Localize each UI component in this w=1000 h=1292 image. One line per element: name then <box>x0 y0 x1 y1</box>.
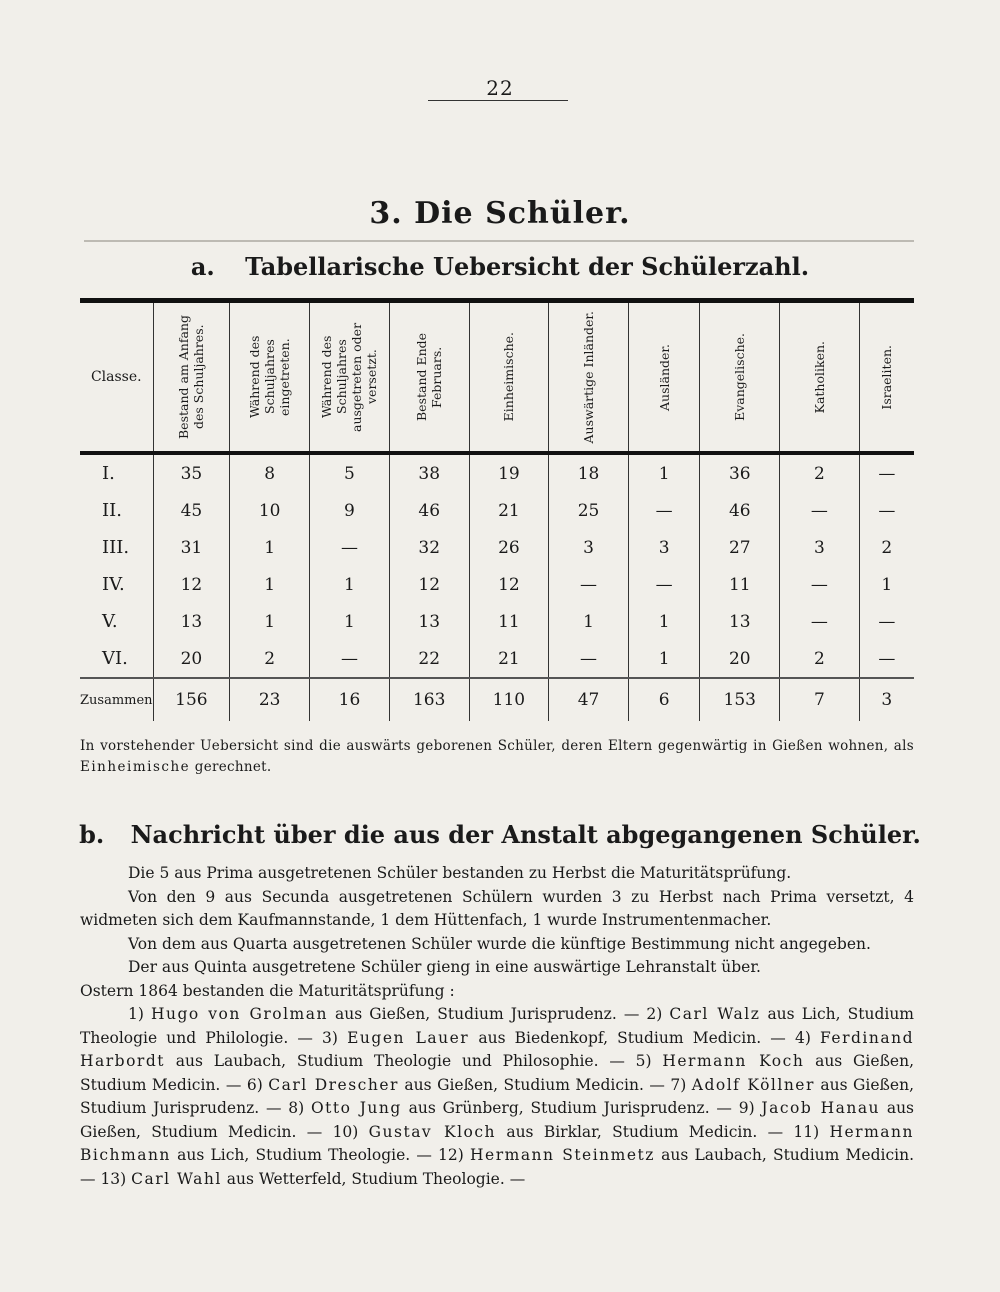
graduate-study: Studium Theologie. <box>351 1169 505 1188</box>
graduate-entry <box>333 1123 758 1141</box>
graduate-entry <box>288 1099 709 1117</box>
table-cell: 3 <box>628 529 700 566</box>
graduate-name: Ferdinand Harbordt <box>80 1028 914 1070</box>
table-cell: 21 <box>469 640 549 678</box>
table-cell: 11 <box>469 603 549 640</box>
column-header <box>80 301 153 454</box>
table-total-row <box>80 678 914 721</box>
table-cell: 23 <box>230 678 310 721</box>
table-header-row <box>80 301 914 454</box>
table-cell: 1 <box>230 603 310 640</box>
graduate-name: Hermann Bichmann <box>80 1122 914 1164</box>
graduate-name: Eugen Lauer <box>347 1028 470 1047</box>
table-cell: 163 <box>389 678 469 721</box>
column-header-label: Israeliten. <box>879 344 895 410</box>
table-cell: 16 <box>310 678 390 721</box>
table-heading-letter: a. <box>190 252 215 281</box>
graduate-origin: aus Laubach, <box>654 1146 773 1164</box>
table-cell: 11 <box>700 566 780 603</box>
table-cell: 36 <box>700 453 780 492</box>
graduate-study: Studium Medicin. <box>503 1075 644 1094</box>
table-cell: 13 <box>389 603 469 640</box>
graduate-number: 8) <box>288 1099 311 1117</box>
column-header <box>859 301 914 454</box>
paragraph: Von dem aus Quarta ausgetretenen Schüler wurde die künftige Bestimmung nicht angegeben. <box>128 934 871 953</box>
table-cell: — <box>310 529 390 566</box>
table-cell: 12 <box>153 566 230 603</box>
column-header-label: Auswärtige Inländer. <box>581 310 597 444</box>
graduate-study: Studium Jurisprudenz. <box>530 1099 710 1117</box>
student-statistics-table <box>80 298 914 721</box>
table-cell: 38 <box>389 453 469 492</box>
table-note-text: In vorstehender Uebersicht sind die auswärts geborenen Schüler, deren Eltern gegenwärtig in Gießen wohnen, als <box>80 738 914 754</box>
graduate-number: 5) <box>635 1052 663 1070</box>
paragraph: Von den 9 aus Secunda ausgetretenen Schülern wurden 3 zu Herbst nach Prima versetzt, 4 widmeten sich dem Kaufmannstande, 1 dem Hüttenfach, 1 wurde Instrumentenmacher. <box>80 887 914 929</box>
departed-heading <box>0 820 1000 849</box>
table-cell: 1 <box>310 566 390 603</box>
table-cell: 26 <box>469 529 549 566</box>
table-cell: 1 <box>628 640 700 678</box>
graduate-origin: aus Gießen, <box>80 1099 915 1141</box>
table-cell: — <box>310 640 390 678</box>
graduate-entry <box>247 1076 644 1094</box>
graduates-list: 1) Hugo von Grolman aus Gießen, Studium Jurisprudenz. — 2) Carl Walz aus Lich, Studium Theologie und Philologie. — 3) Eugen Lauer aus Biedenkopf, Studium Medicin. — 4) Ferdinand Harbordt aus Laubach, Studium Theologie und Philosophie. — 5) Hermann Koch aus Gießen, Studium Medicin. — 6) Carl Drescher aus Gießen, Studium Medicin. — 7) Adolf Köllner aus Gießen, Studium Jurisprudenz. — 8) Otto Jung aus Grünberg, Studium Jurisprudenz. — 9) Jacob Hanau aus Gießen, Studium Medicin. — 10) Gustav Kloch aus Birklar, Studium Medicin. — 11) Hermann Bichmann aus Lich, Studium Theologie. — 12) Hermann Steinmetz aus Laubach, Studium Medicin. — 13) Carl Wahl aus Wetterfeld, Studium Theologie. — <box>80 1005 915 1188</box>
departed-heading-title: Nachricht über die aus der Anstalt abgegangenen Schüler. <box>130 820 921 849</box>
graduate-name: Gustav Kloch <box>368 1122 497 1141</box>
table-row <box>80 603 914 640</box>
graduate-study: Studium Medicin. <box>772 1146 914 1164</box>
table-row <box>80 492 914 529</box>
graduate-study: Studium Theologie. <box>255 1146 411 1164</box>
table-cell: 25 <box>549 492 629 529</box>
table-cell: 3 <box>549 529 629 566</box>
table-cell: — <box>859 640 914 678</box>
table-cell: 1 <box>310 603 390 640</box>
table-cell: 20 <box>700 640 780 678</box>
graduate-origin: aus Gießen, <box>814 1075 914 1094</box>
table-cell: 8 <box>230 453 310 492</box>
graduate-origin: aus Gießen, <box>327 1005 438 1023</box>
column-header <box>469 301 549 454</box>
graduate-name: Hugo von Grolman <box>150 1005 328 1023</box>
graduate-origin: aus Lich, <box>170 1146 256 1164</box>
table-row <box>80 453 914 492</box>
graduate-entry <box>128 1005 617 1023</box>
column-header-label: Einheimische. <box>501 332 517 422</box>
table-cell: 20 <box>153 640 230 678</box>
graduate-number: 9) <box>738 1099 762 1117</box>
graduate-number: 6) <box>246 1075 269 1094</box>
table-cell: 5 <box>310 453 390 492</box>
table-cell: 47 <box>549 678 629 721</box>
table-cell: 46 <box>700 492 780 529</box>
column-header <box>230 301 310 454</box>
table-note <box>80 736 914 778</box>
table-cell: 19 <box>469 453 549 492</box>
table-cell: 2 <box>859 529 914 566</box>
table-cell: 10 <box>230 492 310 529</box>
table-row <box>80 529 914 566</box>
graduate-origin: aus Gießen, <box>398 1075 504 1094</box>
table-cell: — <box>780 603 860 640</box>
graduate-name: Jacob Hanau <box>761 1099 881 1117</box>
table-body <box>80 453 914 721</box>
table-cell: — <box>859 453 914 492</box>
graduate-study: Studium Medicin. <box>151 1122 297 1141</box>
graduate-origin: aus Birklar, <box>496 1122 613 1141</box>
table-cell: — <box>859 492 914 529</box>
graduate-entry <box>322 1029 761 1047</box>
column-header-label: Während des Schuljahres ausgetreten oder versetzt. <box>319 322 380 432</box>
graduate-study: Studium Jurisprudenz. <box>437 1005 617 1023</box>
graduate-study: Studium Theologie und Philologie. <box>80 1005 914 1047</box>
row-label: V. <box>102 611 118 632</box>
graduate-origin: aus Grünberg, <box>401 1099 531 1117</box>
graduate-number: 10) <box>332 1122 369 1141</box>
graduate-origin: aus Gießen, <box>804 1052 915 1070</box>
paragraph: Ostern 1864 bestanden die Maturitätsprüfung : <box>80 981 455 1000</box>
graduate-study: Studium Medicin. <box>612 1122 758 1141</box>
table-cell: — <box>628 492 700 529</box>
table-note-emphasis: Einheimische <box>80 759 191 775</box>
departed-text <box>80 862 914 1191</box>
row-label: I. <box>102 463 115 484</box>
column-header <box>310 301 390 454</box>
table-cell: — <box>859 603 914 640</box>
table-cell: 3 <box>780 529 860 566</box>
table-heading-title: Tabellarische Uebersicht der Schülerzahl. <box>245 252 810 281</box>
table-cell: — <box>628 566 700 603</box>
graduate-origin: aus Wetterfeld, <box>221 1169 352 1188</box>
graduate-name: Otto Jung <box>310 1099 402 1117</box>
graduate-name: Carl Drescher <box>268 1075 399 1094</box>
table-cell: 12 <box>389 566 469 603</box>
table-cell: 13 <box>700 603 780 640</box>
column-header-label: Katholiken. <box>811 340 827 414</box>
paragraph: Der aus Quinta ausgetretene Schüler gieng in eine auswärtige Lehranstalt über. <box>128 958 761 976</box>
table-cell: 1 <box>230 566 310 603</box>
row-label: VI. <box>102 648 128 669</box>
row-label: II. <box>102 500 122 521</box>
row-label: IV. <box>102 574 125 595</box>
table-cell: 1 <box>230 529 310 566</box>
table-cell: 31 <box>153 529 230 566</box>
table-cell: — <box>549 640 629 678</box>
graduate-number: 11) <box>793 1122 830 1141</box>
table-cell: 3 <box>859 678 914 721</box>
table-cell: 2 <box>230 640 310 678</box>
table-cell: 9 <box>310 492 390 529</box>
graduate-number: 1) <box>128 1005 151 1023</box>
graduate-number: 12) <box>438 1146 471 1164</box>
column-header <box>628 301 700 454</box>
table-row <box>80 566 914 603</box>
graduate-name: Adolf Köllner <box>691 1075 815 1094</box>
table-cell: 21 <box>469 492 549 529</box>
table-cell: 22 <box>389 640 469 678</box>
column-header-label: Evangelische. <box>732 333 748 421</box>
column-header-label: Bestand am Anfang des Schuljahres. <box>176 315 207 439</box>
table-cell: 45 <box>153 492 230 529</box>
graduate-study: Studium Jurisprudenz. <box>80 1099 260 1117</box>
graduate-name: Hermann Koch <box>662 1052 805 1070</box>
graduate-name: Carl Walz <box>669 1005 761 1023</box>
column-header-label: Bestand Ende Februars. <box>414 332 445 422</box>
graduate-origin: aus Lich, <box>760 1005 848 1023</box>
graduate-name: Carl Wahl <box>131 1169 222 1188</box>
table-cell: 2 <box>780 453 860 492</box>
table-cell: 6 <box>628 678 700 721</box>
table-cell: 35 <box>153 453 230 492</box>
graduate-number: 4) <box>794 1028 820 1047</box>
column-header <box>700 301 780 454</box>
table-cell: 27 <box>700 529 780 566</box>
page-number: 22 <box>486 76 514 100</box>
table-heading <box>0 252 1000 281</box>
section-rule <box>84 240 914 242</box>
table-cell: 153 <box>700 678 780 721</box>
graduate-number: 3) <box>322 1028 348 1047</box>
row-label: Zusammen <box>80 678 153 721</box>
graduate-number: 7) <box>670 1075 692 1094</box>
table-cell: 110 <box>469 678 549 721</box>
table-note-end: gerechnet. <box>190 759 272 775</box>
graduate-origin: aus Laubach, <box>164 1052 297 1070</box>
graduate-origin: aus Biedenkopf, <box>469 1028 618 1047</box>
table-cell: 18 <box>549 453 629 492</box>
table-cell: 1 <box>859 566 914 603</box>
table-cell: 1 <box>628 603 700 640</box>
table-cell: 1 <box>549 603 629 640</box>
column-header <box>389 301 469 454</box>
table-cell: 12 <box>469 566 549 603</box>
column-header-label: Während des Schuljahres eingetreten. <box>247 335 293 419</box>
graduate-number: 13) <box>100 1169 132 1188</box>
graduate-study: Studium Medicin. <box>617 1028 762 1047</box>
graduate-study: Studium Theologie und Philosophie. <box>296 1052 599 1070</box>
table-row <box>80 640 914 678</box>
section-title: 3. Die Schüler. <box>369 196 631 231</box>
graduate-entry <box>100 1170 504 1188</box>
graduate-study: Studium Medicin. <box>80 1075 221 1094</box>
departed-heading-letter: b. <box>79 820 105 849</box>
graduate-number: 2) <box>646 1005 670 1023</box>
table-cell: 7 <box>780 678 860 721</box>
table-cell: 1 <box>628 453 700 492</box>
row-label: III. <box>102 537 130 558</box>
graduate-entry <box>438 1146 914 1164</box>
column-header-label: Ausländer. <box>656 343 672 411</box>
column-header <box>780 301 860 454</box>
table-cell: — <box>780 566 860 603</box>
table-cell: 32 <box>389 529 469 566</box>
table-cell: — <box>549 566 629 603</box>
table-cell: 13 <box>153 603 230 640</box>
table-cell: 2 <box>780 640 860 678</box>
column-header <box>549 301 629 454</box>
paragraph: Die 5 aus Prima ausgetretenen Schüler bestanden zu Herbst die Maturitätsprüfung. <box>128 864 792 882</box>
table-cell: 46 <box>389 492 469 529</box>
column-header-label: Classe. <box>90 369 142 385</box>
page-number-rule <box>428 100 568 101</box>
column-header <box>153 301 230 454</box>
table-cell: — <box>780 492 860 529</box>
graduate-name: Hermann Steinmetz <box>470 1146 655 1164</box>
table-cell: 156 <box>153 678 230 721</box>
